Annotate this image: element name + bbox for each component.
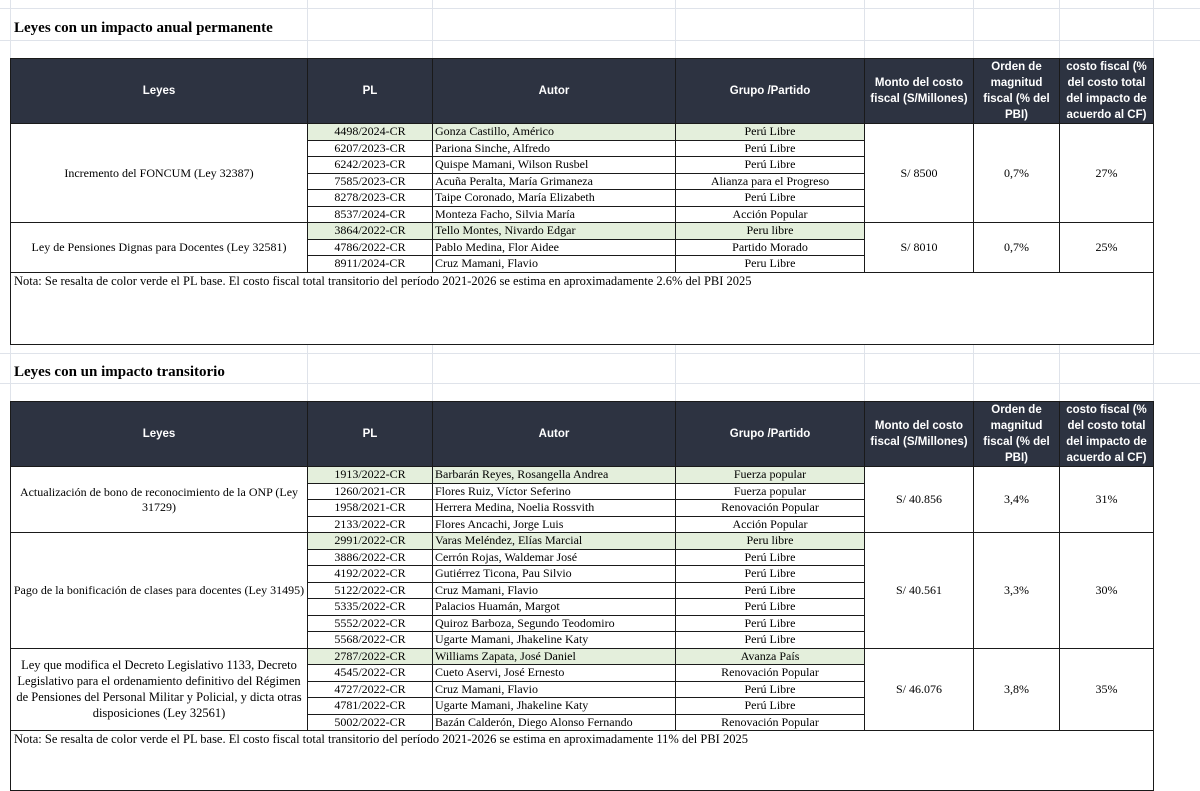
col-header-leyes: Leyes (11, 402, 308, 467)
grupo-cell: Perú Libre (676, 566, 865, 583)
monto-cell: S/ 40.561 (865, 533, 974, 649)
gridline (0, 353, 1200, 354)
pl-cell: 3886/2022-CR (308, 549, 433, 566)
grupo-cell: Renovación Popular (676, 714, 865, 731)
grupo-cell: Perú Libre (676, 549, 865, 566)
costo-cell: 31% (1060, 467, 1154, 533)
autor-cell: Cueto Aservi, José Ernesto (433, 665, 676, 682)
pl-cell: 6207/2023-CR (308, 140, 433, 157)
gridline (0, 8, 1200, 9)
note-row (11, 272, 1154, 344)
pl-cell: 4727/2022-CR (308, 681, 433, 698)
grupo-cell: Perú Libre (676, 698, 865, 715)
orden-cell: 0,7% (974, 223, 1060, 273)
autor-cell: Ugarte Mamani, Jhakeline Katy (433, 698, 676, 715)
grupo-cell: Partido Morado (676, 239, 865, 256)
costo-cell: 25% (1060, 223, 1154, 273)
table-permanent (10, 58, 1154, 345)
ley-cell: Pago de la bonificación de clases para docentes (Ley 31495) (11, 533, 308, 649)
monto-cell: S/ 40.856 (865, 467, 974, 533)
autor-cell: Quispe Mamani, Wilson Rusbel (433, 157, 676, 174)
header-row (11, 59, 1154, 124)
autor-cell: Gutiérrez Ticona, Pau Silvio (433, 566, 676, 583)
autor-cell: Quiroz Barboza, Segundo Teodomiro (433, 615, 676, 632)
pl-cell: 8278/2023-CR (308, 190, 433, 207)
grupo-cell: Perú Libre (676, 615, 865, 632)
note-text: Nota: Se resalta de color verde el PL base. El costo fiscal total transitorio del período 2021-2026 se estima en aproximadamente 2.6% del PBI 2025 (11, 272, 1154, 344)
note-row (11, 731, 1154, 791)
grupo-cell: Renovación Popular (676, 665, 865, 682)
col-header-leyes: Leyes (11, 59, 308, 124)
col-header-pl: PL (308, 59, 433, 124)
col-header-monto: Monto del costo fiscal (S/Millones) (865, 59, 974, 124)
pl-cell: 4786/2022-CR (308, 239, 433, 256)
autor-cell: Palacios Huamán, Margot (433, 599, 676, 616)
gridline (0, 383, 1200, 384)
grupo-cell: Perú Libre (676, 157, 865, 174)
grupo-cell: Perú Libre (676, 140, 865, 157)
autor-cell: Herrera Medina, Noelia Rossvith (433, 500, 676, 517)
costo-cell: 30% (1060, 533, 1154, 649)
pl-cell: 4498/2024-CR (308, 124, 433, 141)
autor-cell: Monteza Facho, Silvia María (433, 206, 676, 223)
autor-cell: Cruz Mamani, Flavio (433, 256, 676, 273)
grupo-cell: Perú Libre (676, 681, 865, 698)
autor-cell: Taipe Coronado, María Elizabeth (433, 190, 676, 207)
orden-cell: 3,4% (974, 467, 1060, 533)
pl-cell: 5552/2022-CR (308, 615, 433, 632)
table-row (11, 533, 1154, 550)
pl-cell: 5122/2022-CR (308, 582, 433, 599)
grupo-cell: Acción Popular (676, 206, 865, 223)
grupo-cell: Perú Libre (676, 599, 865, 616)
grupo-cell: Peru Libre (676, 256, 865, 273)
pl-cell: 8537/2024-CR (308, 206, 433, 223)
ley-cell: Incremento del FONCUM (Ley 32387) (11, 124, 308, 223)
autor-cell: Cruz Mamani, Flavio (433, 582, 676, 599)
grupo-cell: Fuerza popular (676, 467, 865, 484)
col-header-pl: PL (308, 402, 433, 467)
pl-cell: 1958/2021-CR (308, 500, 433, 517)
col-header-autor: Autor (433, 402, 676, 467)
pl-cell: 3864/2022-CR (308, 223, 433, 240)
gridline (0, 40, 1200, 41)
col-header-orden: Orden de magnitud fiscal (% del PBI) (974, 402, 1060, 467)
grupo-cell: Perú Libre (676, 582, 865, 599)
pl-cell: 2133/2022-CR (308, 516, 433, 533)
grupo-cell: Peru libre (676, 223, 865, 240)
grupo-cell: Renovación Popular (676, 500, 865, 517)
autor-cell: Williams Zapata, José Daniel (433, 648, 676, 665)
autor-cell: Cruz Mamani, Flavio (433, 681, 676, 698)
pl-cell: 7585/2023-CR (308, 173, 433, 190)
pl-cell: 8911/2024-CR (308, 256, 433, 273)
pl-cell: 5335/2022-CR (308, 599, 433, 616)
col-header-grupo: Grupo /Partido (676, 402, 865, 467)
autor-cell: Pariona Sinche, Alfredo (433, 140, 676, 157)
pl-cell: 4545/2022-CR (308, 665, 433, 682)
note-text: Nota: Se resalta de color verde el PL base. El costo fiscal total transitorio del período 2021-2026 se estima en aproximadamente 11% del PBI 2025 (11, 731, 1154, 791)
autor-cell: Barbarán Reyes, Rosangella Andrea (433, 467, 676, 484)
costo-cell: 35% (1060, 648, 1154, 731)
ley-cell: Actualización de bono de reconocimiento de la ONP (Ley 31729) (11, 467, 308, 533)
section-title-transitory: Leyes con un impacto transitorio (14, 364, 225, 380)
header-row (11, 402, 1154, 467)
col-header-monto: Monto del costo fiscal (S/Millones) (865, 402, 974, 467)
pl-cell: 5568/2022-CR (308, 632, 433, 649)
table-row (11, 648, 1154, 665)
col-header-costo: costo fiscal (% del costo total del impacto de acuerdo al CF) (1060, 59, 1154, 124)
ley-cell: Ley de Pensiones Dignas para Docentes (Ley 32581) (11, 223, 308, 273)
col-header-autor: Autor (433, 59, 676, 124)
grupo-cell: Perú Libre (676, 124, 865, 141)
autor-cell: Flores Ancachi, Jorge Luis (433, 516, 676, 533)
table-transitory (10, 401, 1154, 791)
monto-cell: S/ 8010 (865, 223, 974, 273)
pl-cell: 2991/2022-CR (308, 533, 433, 550)
autor-cell: Varas Meléndez, Elías Marcial (433, 533, 676, 550)
section-title-permanent: Leyes con un impacto anual permanente (14, 20, 273, 36)
autor-cell: Pablo Medina, Flor Aidee (433, 239, 676, 256)
pl-cell: 5002/2022-CR (308, 714, 433, 731)
autor-cell: Cerrón Rojas, Waldemar José (433, 549, 676, 566)
autor-cell: Tello Montes, Nivardo Edgar (433, 223, 676, 240)
orden-cell: 3,8% (974, 648, 1060, 731)
monto-cell: S/ 46.076 (865, 648, 974, 731)
grupo-cell: Avanza País (676, 648, 865, 665)
orden-cell: 3,3% (974, 533, 1060, 649)
pl-cell: 4781/2022-CR (308, 698, 433, 715)
grupo-cell: Peru libre (676, 533, 865, 550)
orden-cell: 0,7% (974, 124, 1060, 223)
col-header-orden: Orden de magnitud fiscal (% del PBI) (974, 59, 1060, 124)
pl-cell: 4192/2022-CR (308, 566, 433, 583)
grupo-cell: Alianza para el Progreso (676, 173, 865, 190)
ley-cell: Ley que modifica el Decreto Legislativo 1133, Decreto Legislativo para el ordenamiento definitivo del Régimen de Pensiones del Personal Militar y Policial, y dicta otras disposiciones (Ley 32561) (11, 648, 308, 731)
grupo-cell: Fuerza popular (676, 483, 865, 500)
autor-cell: Acuña Peralta, María Grimaneza (433, 173, 676, 190)
table-row (11, 124, 1154, 141)
col-header-grupo: Grupo /Partido (676, 59, 865, 124)
grupo-cell: Perú Libre (676, 632, 865, 649)
grupo-cell: Acción Popular (676, 516, 865, 533)
table-row (11, 223, 1154, 240)
autor-cell: Flores Ruiz, Víctor Seferino (433, 483, 676, 500)
pl-cell: 1260/2021-CR (308, 483, 433, 500)
autor-cell: Bazán Calderón, Diego Alonso Fernando (433, 714, 676, 731)
monto-cell: S/ 8500 (865, 124, 974, 223)
pl-cell: 6242/2023-CR (308, 157, 433, 174)
autor-cell: Ugarte Mamani, Jhakeline Katy (433, 632, 676, 649)
col-header-costo: costo fiscal (% del costo total del impacto de acuerdo al CF) (1060, 402, 1154, 467)
pl-cell: 1913/2022-CR (308, 467, 433, 484)
pl-cell: 2787/2022-CR (308, 648, 433, 665)
grupo-cell: Perú Libre (676, 190, 865, 207)
autor-cell: Gonza Castillo, Américo (433, 124, 676, 141)
table-row (11, 467, 1154, 484)
costo-cell: 27% (1060, 124, 1154, 223)
